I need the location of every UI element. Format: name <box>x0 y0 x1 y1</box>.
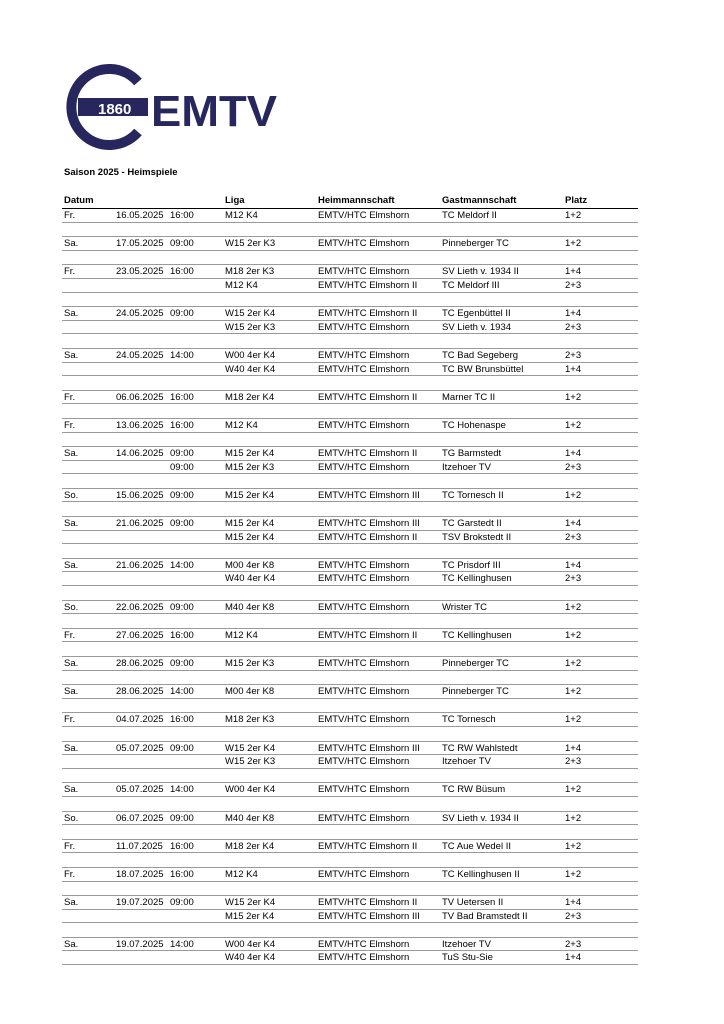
cell-home-team: EMTV/HTC Elmshorn <box>318 461 410 473</box>
cell-date: 05.07.2025 <box>116 784 164 796</box>
spacer-row <box>62 797 638 812</box>
header-heimmannschaft: Heimmannschaft <box>318 195 395 206</box>
table-row <box>62 531 638 545</box>
cell-guest-team: TC Kellinghusen II <box>442 868 520 880</box>
cell-time: 09:00 <box>170 518 194 530</box>
cell-league: W15 2er K3 <box>225 756 276 768</box>
spacer-row <box>62 223 638 238</box>
spacer-row <box>62 642 638 657</box>
spacer-row <box>62 614 638 629</box>
header-liga: Liga <box>225 195 245 206</box>
cell-court: 1+2 <box>565 714 582 726</box>
cell-league: M12 K4 <box>225 868 258 880</box>
cell-guest-team: TC BW Brunsbüttel <box>442 363 524 375</box>
cell-league: M12 K4 <box>225 629 258 641</box>
table-header <box>62 194 638 209</box>
table-row <box>62 896 638 910</box>
cell-time: 09:00 <box>170 658 194 669</box>
cell-time: 16:00 <box>170 840 194 852</box>
table-row <box>62 601 638 615</box>
table-row <box>62 657 638 671</box>
cell-date: 23.05.2025 <box>116 266 164 278</box>
cell-league: M12 K4 <box>225 419 258 431</box>
cell-time: 16:00 <box>170 714 194 726</box>
spacer-row <box>62 293 638 308</box>
cell-weekday: Sa. <box>64 559 79 571</box>
cell-court: 1+2 <box>565 812 582 824</box>
cell-weekday: Sa. <box>64 938 79 950</box>
spacer-row <box>62 544 638 559</box>
cell-date: 19.07.2025 <box>116 938 164 950</box>
cell-guest-team: TC Tornesch <box>442 714 496 726</box>
cell-date: 17.05.2025 <box>116 238 164 250</box>
table-row <box>62 517 638 531</box>
cell-weekday: Fr. <box>64 840 76 852</box>
cell-home-team: EMTV/HTC Elmshorn <box>318 952 410 964</box>
cell-weekday: Sa. <box>64 518 79 530</box>
table-row <box>62 559 638 573</box>
cell-court: 1+4 <box>565 363 582 375</box>
cell-guest-team: TC Kellinghusen <box>442 573 512 585</box>
logo-name: EMTV <box>151 87 278 136</box>
spacer-row <box>62 251 638 266</box>
cell-court: 1+2 <box>565 840 582 852</box>
cell-guest-team: TV Bad Bramstedt II <box>442 910 528 922</box>
cell-league: W15 2er K3 <box>225 238 276 250</box>
cell-date: 28.06.2025 <box>116 686 164 698</box>
cell-home-team: EMTV/HTC Elmshorn <box>318 238 410 250</box>
table-row <box>62 489 638 503</box>
cell-league: M15 2er K3 <box>225 658 275 669</box>
cell-league: W15 2er K3 <box>225 321 276 333</box>
cell-date: 05.07.2025 <box>116 742 164 754</box>
header-gastmannschaft: Gastmannschaft <box>442 195 517 206</box>
table-row <box>62 209 638 223</box>
cell-date: 11.07.2025 <box>116 840 163 852</box>
cell-time: 09:00 <box>170 489 194 501</box>
cell-home-team: EMTV/HTC Elmshorn II <box>318 629 418 641</box>
spacer-row <box>62 433 638 448</box>
cell-home-team: EMTV/HTC Elmshorn <box>318 938 410 950</box>
cell-date: 24.05.2025 <box>116 349 164 361</box>
cell-date: 24.05.2025 <box>116 308 164 320</box>
table-row <box>62 713 638 727</box>
cell-league: M00 4er K8 <box>225 559 275 571</box>
cell-league: M15 2er K4 <box>225 489 275 501</box>
cell-time: 16:00 <box>170 391 194 403</box>
cell-time: 16:00 <box>170 210 194 221</box>
spacer-row <box>62 699 638 714</box>
cell-court: 2+3 <box>565 531 582 543</box>
spacer-row <box>62 923 638 938</box>
cell-guest-team: Itzehoer TV <box>442 461 491 473</box>
spacer-row <box>62 334 638 349</box>
cell-date: 21.06.2025 <box>116 559 164 571</box>
cell-weekday: So. <box>64 489 79 501</box>
cell-league: M15 2er K4 <box>225 518 275 530</box>
cell-court: 2+3 <box>565 321 582 333</box>
cell-home-team: EMTV/HTC Elmshorn <box>318 573 410 585</box>
cell-home-team: EMTV/HTC Elmshorn <box>318 321 410 333</box>
cell-time: 14:00 <box>170 349 194 361</box>
cell-time: 09:00 <box>170 238 194 250</box>
cell-guest-team: Wrister TC <box>442 601 488 613</box>
cell-guest-team: SV Lieth v. 1934 <box>442 321 512 333</box>
cell-league: M15 2er K4 <box>225 910 275 922</box>
cell-court: 1+2 <box>565 210 582 221</box>
cell-court: 1+2 <box>565 419 582 431</box>
spacer-row <box>62 404 638 419</box>
cell-league: W00 4er K4 <box>225 938 276 950</box>
cell-home-team: EMTV/HTC Elmshorn <box>318 210 410 221</box>
table-row <box>62 279 638 293</box>
cell-home-team: EMTV/HTC Elmshorn III <box>318 910 420 922</box>
table-row <box>62 447 638 461</box>
cell-time: 14:00 <box>170 559 194 571</box>
cell-guest-team: TC Prisdorf III <box>442 559 501 571</box>
cell-guest-team: TC Kellinghusen <box>442 629 512 641</box>
cell-court: 1+2 <box>565 686 582 698</box>
cell-weekday: Sa. <box>64 658 79 669</box>
cell-home-team: EMTV/HTC Elmshorn <box>318 714 410 726</box>
cell-weekday: Fr. <box>64 391 76 403</box>
cell-court: 1+4 <box>565 266 582 278</box>
cell-guest-team: TC Hohenaspe <box>442 419 506 431</box>
cell-home-team: EMTV/HTC Elmshorn <box>318 266 410 278</box>
cell-league: W40 4er K4 <box>225 363 276 375</box>
spacer-row <box>62 671 638 686</box>
cell-weekday: So. <box>64 812 79 824</box>
cell-court: 1+2 <box>565 601 582 613</box>
cell-guest-team: Pinneberger TC <box>442 686 509 698</box>
cell-time: 16:00 <box>170 419 194 431</box>
cell-date: 18.07.2025 <box>116 868 164 880</box>
cell-court: 1+4 <box>565 308 582 320</box>
cell-court: 2+3 <box>565 910 582 922</box>
cell-time: 16:00 <box>170 868 194 880</box>
cell-guest-team: TC Meldorf III <box>442 279 500 291</box>
cell-date: 28.06.2025 <box>116 658 164 669</box>
cell-home-team: EMTV/HTC Elmshorn <box>318 363 410 375</box>
cell-weekday: Fr. <box>64 629 76 641</box>
cell-league: W00 4er K4 <box>225 784 276 796</box>
cell-date: 15.06.2025 <box>116 489 164 501</box>
spacer-row <box>62 376 638 391</box>
cell-home-team: EMTV/HTC Elmshorn <box>318 419 410 431</box>
cell-guest-team: Pinneberger TC <box>442 658 509 669</box>
spacer-row <box>62 825 638 840</box>
cell-guest-team: TC Egenbüttel II <box>442 308 511 320</box>
cell-date: 14.06.2025 <box>116 448 164 460</box>
cell-home-team: EMTV/HTC Elmshorn III <box>318 742 420 754</box>
table-row <box>62 840 638 854</box>
cell-home-team: EMTV/HTC Elmshorn <box>318 756 410 768</box>
table-row <box>62 363 638 377</box>
cell-guest-team: Itzehoer TV <box>442 756 491 768</box>
cell-weekday: Fr. <box>64 714 76 726</box>
cell-court: 1+2 <box>565 238 582 250</box>
cell-time: 16:00 <box>170 629 194 641</box>
cell-weekday: Sa. <box>64 784 79 796</box>
cell-date: 27.06.2025 <box>116 629 164 641</box>
emtv-logo-graphic <box>64 64 280 150</box>
cell-court: 1+4 <box>565 897 582 909</box>
cell-weekday: Fr. <box>64 419 76 431</box>
cell-guest-team: Itzehoer TV <box>442 938 491 950</box>
cell-court: 1+4 <box>565 448 582 460</box>
cell-guest-team: TC Meldorf II <box>442 210 497 221</box>
cell-guest-team: TC Bad Segeberg <box>442 349 519 361</box>
cell-court: 1+2 <box>565 391 582 403</box>
cell-league: W15 2er K4 <box>225 897 276 909</box>
cell-home-team: EMTV/HTC Elmshorn II <box>318 531 418 543</box>
cell-home-team: EMTV/HTC Elmshorn <box>318 349 410 361</box>
cell-guest-team: TC Aue Wedel II <box>442 840 511 852</box>
cell-home-team: EMTV/HTC Elmshorn III <box>318 489 420 501</box>
header-platz: Platz <box>565 195 588 206</box>
table-row <box>62 391 638 405</box>
table-row <box>62 461 638 475</box>
cell-time: 16:00 <box>170 266 194 278</box>
table-row <box>62 307 638 321</box>
cell-league: M18 2er K3 <box>225 266 275 278</box>
cell-home-team: EMTV/HTC Elmshorn <box>318 559 410 571</box>
cell-weekday: So. <box>64 601 79 613</box>
spacer-row <box>62 853 638 868</box>
cell-court: 2+3 <box>565 279 582 291</box>
table-row <box>62 742 638 756</box>
cell-time: 14:00 <box>170 938 194 950</box>
logo-year: 1860 <box>98 101 132 118</box>
cell-date: 19.07.2025 <box>116 897 164 909</box>
cell-date: 04.07.2025 <box>116 714 164 726</box>
cell-league: M15 2er K4 <box>225 448 275 460</box>
cell-home-team: EMTV/HTC Elmshorn <box>318 812 410 824</box>
cell-time: 09:00 <box>170 448 194 460</box>
cell-court: 1+2 <box>565 868 582 880</box>
cell-home-team: EMTV/HTC Elmshorn II <box>318 279 418 291</box>
cell-guest-team: Marner TC II <box>442 391 496 403</box>
cell-guest-team: TG Barmstedt <box>442 448 502 460</box>
cell-court: 2+3 <box>565 756 582 768</box>
cell-home-team: EMTV/HTC Elmshorn II <box>318 308 418 320</box>
cell-weekday: Sa. <box>64 238 79 250</box>
cell-court: 1+2 <box>565 629 582 641</box>
table-row <box>62 572 638 586</box>
table-row <box>62 237 638 251</box>
cell-league: M18 2er K4 <box>225 391 275 403</box>
table-row <box>62 685 638 699</box>
cell-time: 09:00 <box>170 308 194 320</box>
cell-time: 09:00 <box>170 897 194 909</box>
cell-weekday: Sa. <box>64 349 79 361</box>
table-row <box>62 910 638 924</box>
cell-date: 06.06.2025 <box>116 391 164 403</box>
cell-guest-team: TC Garstedt II <box>442 518 502 530</box>
cell-court: 1+2 <box>565 658 582 669</box>
cell-guest-team: TC Tornesch II <box>442 489 504 501</box>
spacer-row <box>62 474 638 489</box>
cell-guest-team: TuS Stu-Sie <box>442 952 493 964</box>
table-row <box>62 349 638 363</box>
cell-weekday: Sa. <box>64 448 79 460</box>
schedule-table <box>62 194 638 965</box>
cell-home-team: EMTV/HTC Elmshorn <box>318 868 410 880</box>
cell-time: 14:00 <box>170 784 194 796</box>
cell-home-team: EMTV/HTC Elmshorn <box>318 686 410 698</box>
table-row <box>62 755 638 769</box>
cell-time: 09:00 <box>170 461 194 473</box>
cell-weekday: Fr. <box>64 266 76 278</box>
spacer-row <box>62 586 638 601</box>
cell-weekday: Sa. <box>64 308 79 320</box>
cell-time: 14:00 <box>170 686 194 698</box>
cell-weekday: Fr. <box>64 210 76 221</box>
cell-time: 09:00 <box>170 742 194 754</box>
cell-home-team: EMTV/HTC Elmshorn III <box>318 518 420 530</box>
cell-home-team: EMTV/HTC Elmshorn <box>318 784 410 796</box>
cell-league: W15 2er K4 <box>225 742 276 754</box>
season-title: Saison 2025 - Heimspiele <box>64 167 178 178</box>
cell-league: M15 2er K3 <box>225 461 275 473</box>
cell-league: M12 K4 <box>225 279 258 291</box>
cell-guest-team: Pinneberger TC <box>442 238 509 250</box>
table-row <box>62 265 638 279</box>
cell-date: 06.07.2025 <box>116 812 164 824</box>
cell-league: W00 4er K4 <box>225 349 276 361</box>
spacer-row <box>62 769 638 784</box>
cell-date: 22.06.2025 <box>116 601 164 613</box>
table-row <box>62 321 638 335</box>
spacer-row <box>62 882 638 897</box>
club-logo <box>64 64 280 150</box>
cell-date: 16.05.2025 <box>116 210 164 221</box>
table-row <box>62 629 638 643</box>
cell-league: M40 4er K8 <box>225 601 275 613</box>
cell-league: M15 2er K4 <box>225 531 275 543</box>
cell-weekday: Sa. <box>64 897 79 909</box>
cell-league: M40 4er K8 <box>225 812 275 824</box>
cell-guest-team: TC RW Büsum <box>442 784 506 796</box>
cell-weekday: Sa. <box>64 686 79 698</box>
cell-weekday: Fr. <box>64 868 76 880</box>
cell-court: 1+4 <box>565 559 582 571</box>
spacer-row <box>62 502 638 517</box>
cell-guest-team: TV Uetersen II <box>442 897 504 909</box>
cell-court: 2+3 <box>565 573 582 585</box>
cell-league: M18 2er K3 <box>225 714 275 726</box>
cell-league: M00 4er K8 <box>225 686 275 698</box>
table-row <box>62 783 638 797</box>
cell-guest-team: SV Lieth v. 1934 II <box>442 266 519 278</box>
cell-time: 09:00 <box>170 812 194 824</box>
cell-home-team: EMTV/HTC Elmshorn <box>318 601 410 613</box>
cell-league: W15 2er K4 <box>225 308 276 320</box>
cell-court: 1+4 <box>565 952 582 964</box>
cell-court: 1+2 <box>565 489 582 501</box>
table-row <box>62 868 638 882</box>
cell-league: M18 2er K4 <box>225 840 275 852</box>
table-body <box>62 209 638 965</box>
header-datum: Datum <box>64 195 94 206</box>
table-row <box>62 951 638 965</box>
cell-home-team: EMTV/HTC Elmshorn <box>318 658 410 669</box>
cell-date: 21.06.2025 <box>116 518 164 530</box>
cell-court: 1+2 <box>565 784 582 796</box>
cell-league: W40 4er K4 <box>225 573 276 585</box>
table-row <box>62 419 638 433</box>
cell-home-team: EMTV/HTC Elmshorn II <box>318 897 418 909</box>
cell-court: 1+4 <box>565 518 582 530</box>
cell-date: 13.06.2025 <box>116 419 164 431</box>
cell-court: 2+3 <box>565 938 582 950</box>
table-row <box>62 938 638 952</box>
cell-home-team: EMTV/HTC Elmshorn II <box>318 391 418 403</box>
cell-guest-team: TC RW Wahlstedt <box>442 742 518 754</box>
cell-guest-team: SV Lieth v. 1934 II <box>442 812 519 824</box>
cell-time: 09:00 <box>170 601 194 613</box>
cell-court: 2+3 <box>565 461 582 473</box>
cell-league: W40 4er K4 <box>225 952 276 964</box>
cell-league: M12 K4 <box>225 210 258 221</box>
cell-weekday: Sa. <box>64 742 79 754</box>
cell-guest-team: TSV Brokstedt II <box>442 531 512 543</box>
cell-court: 1+4 <box>565 742 582 754</box>
table-row <box>62 812 638 826</box>
cell-home-team: EMTV/HTC Elmshorn II <box>318 840 418 852</box>
spacer-row <box>62 727 638 742</box>
cell-court: 2+3 <box>565 349 582 361</box>
cell-home-team: EMTV/HTC Elmshorn II <box>318 448 418 460</box>
